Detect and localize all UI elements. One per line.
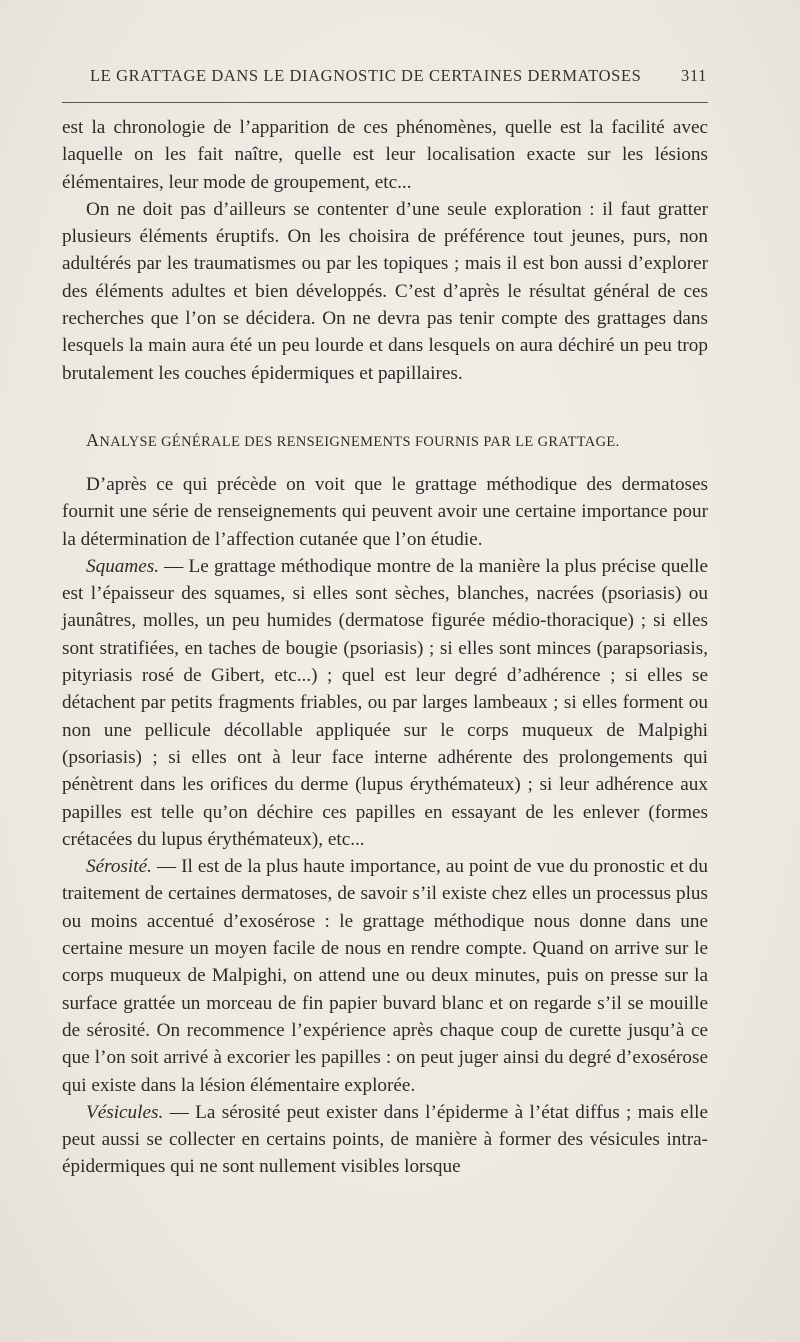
running-title: LE GRATTAGE DANS LE DIAGNOSTIC DE CERTAINES DERMATOSES <box>90 66 642 85</box>
paragraph-serosite <box>62 853 708 1099</box>
paragraph-serosite-text: — Il est de la plus haute importance, au point de vue du pronostic et du traitement de certaines dermatoses, de savoir s’il existe chez elles un processus plus ou moins accentué d’exosérose : le grattage méthodique nous donne dans une certaine mesure un moyen facile de nous en rendre compte. Quand on arrive sur le corps muqueux de Malpighi, on attend une ou deux minutes, puis on presse sur la surface grattée un morceau de fin papier buvard blanc et on regarde s’il se mouille de sérosité. On recommence l’expérience après chaque coup de curette jusqu’à ce que l’on soit arrivé à excorier les papilles : on peut juger ainsi du degré d’exosérose qui existe dans la lésion élémentaire explorée. <box>62 856 708 1096</box>
paragraph-exploration: On ne doit pas d’ailleurs se contenter d’une seule exploration : il faut gratter plusieurs éléments éruptifs. On les choisira de préférence tout jeunes, purs, non adultérés par les traumatismes ou par les topiques ; mais il est bon aussi d’explorer des éléments adultes et bien développés. C’est d’après le résultat général de ces recherches que l’on se décidera. On ne devra pas tenir compte des grattages dans lesquels la main aura été un peu lourde et dans lesquels on aura déchiré un peu trop brutalement les couches épidermiques et papillaires. <box>62 198 708 384</box>
section-heading <box>62 430 708 452</box>
paragraph-continuation: est la chronologie de l’apparition de ces phénomènes, quelle est la facilité avec laquelle on les fait naître, quelle est leur localisation exacte sur les lésions élémentaires, leur mode de groupement, etc... <box>62 117 708 193</box>
term-vesicules: Vésicules. <box>86 1101 164 1123</box>
term-serosite: Sérosité. <box>86 856 152 878</box>
header-rule <box>62 102 708 103</box>
paragraph-intro: D’après ce qui précède on voit que le grattage méthodique des dermatoses fournit une série de renseignements qui peuvent avoir une certaine importance pour la détermination de l’affection cutanée que l’on étudie. <box>62 473 708 550</box>
paragraph-vesicules-text: — La sérosité peut exister dans l’épiderme à l’état diffus ; mais elle peut aussi se collecter en certains points, de manière à former des vésicules intra-épidermiques qui ne sont nullement visibles lorsque <box>62 1101 708 1178</box>
page-number: 311 <box>681 66 707 85</box>
paragraph-squames-text: — Le grattage méthodique montre de la manière la plus précise quelle est l’épaisseur des squames, si elles sont sèches, blanches, nacrées (psoriasis) ou jaunâtres, molles, un peu humides (dermatose figurée médio-thoracique) ; si elles sont stratifiées, en taches de bougie (psoriasis) ; si elles sont minces (parapsoriasis, pityriasis rosé de Gibert, etc...) ; quel est leur degré d’adhérence ; si elles se détachent par petits fragments friables, ou par larges lambeaux ; si elles forment ou non une pellicule décollable appliquée sur le corps muqueux de Malpighi (psoriasis) ; si elles ont à leur face interne adhérente des prolongements qui pénètrent dans les orifices du derme (lupus érythémateux) ; si leur adhérence aux papilles est telle qu’on déchire ces papilles en essayant de les enlever (formes crétacées du lupus érythémateux), etc... <box>62 555 708 850</box>
body-text <box>62 114 708 1181</box>
section-heading-text: NALYSE GÉNÉRALE DES RENSEIGNEMENTS FOURNIS PAR LE GRATTAGE. <box>99 433 620 450</box>
paragraph-squames <box>62 553 708 853</box>
term-squames: Squames. <box>86 555 160 577</box>
section-heading-initial: A <box>86 429 100 450</box>
paragraph-vesicules <box>62 1099 708 1181</box>
